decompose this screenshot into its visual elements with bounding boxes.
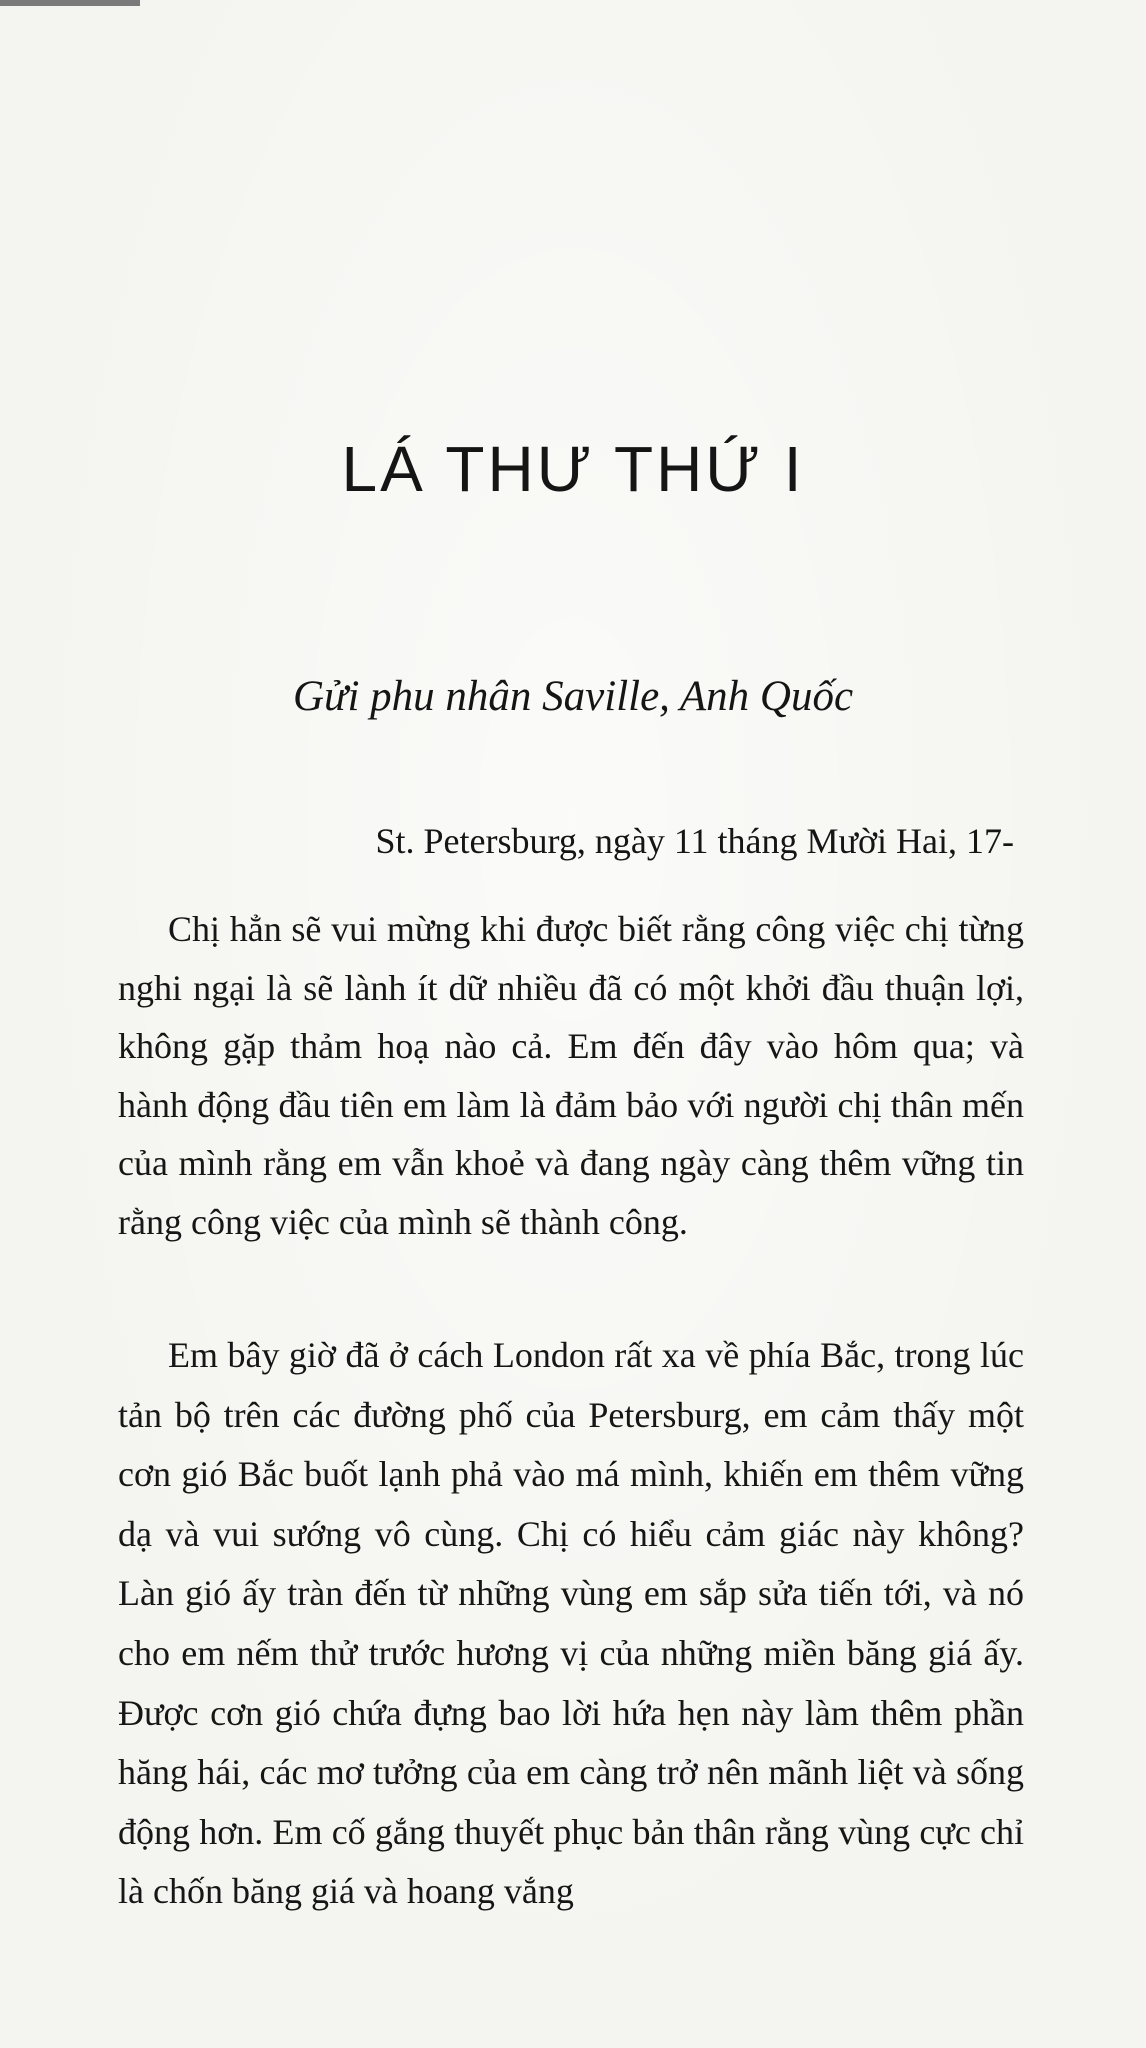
letter-salutation: Gửi phu nhân Saville, Anh Quốc — [292, 673, 854, 720]
body-paragraph: Chị hẳn sẽ vui mừng khi được biết rằng công việc chị từng nghi ngại là sẽ lành ít dữ nhiều đã có một khởi đầu thuận lợi, không gặp thảm hoạ nào cả. Em đến đây vào hôm qua; và hành động đầu tiên em làm là đảm bảo với người chị thân mến của mình rằng em vẫn khoẻ và đang ngày càng thêm vững tin rằng công việc của mình sẽ thành công. — [118, 909, 1024, 1242]
letter-dateline: St. Petersburg, ngày 11 tháng Mười Hai, 17- — [375, 821, 1014, 861]
body-paragraph: Em bây giờ đã ở cách London rất xa về phía Bắc, trong lúc tản bộ trên các đường phố của Petersburg, em cảm thấy một cơn gió Bắc buốt lạnh phả vào má mình, khiến em thêm vững dạ và vui sướng vô cùng. Chị có hiểu cảm giác này không? Làn gió ấy tràn đến từ những vùng em sắp sửa tiến tới, và nó cho em nếm thử trước hương vị của những miền băng giá ấy. Được cơn gió chứa đựng bao lời hứa hẹn này làm thêm phần hăng hái, các mơ tưởng của em càng trở nên mãnh liệt và sống động hơn. Em cố gắng thuyết phục bản thân rằng vùng cực chỉ là chốn băng giá và hoang vắng — [118, 1335, 1024, 1912]
scan-edge-mark — [0, 0, 140, 6]
chapter-title: LÁ THƯ THỨ I — [341, 433, 805, 505]
